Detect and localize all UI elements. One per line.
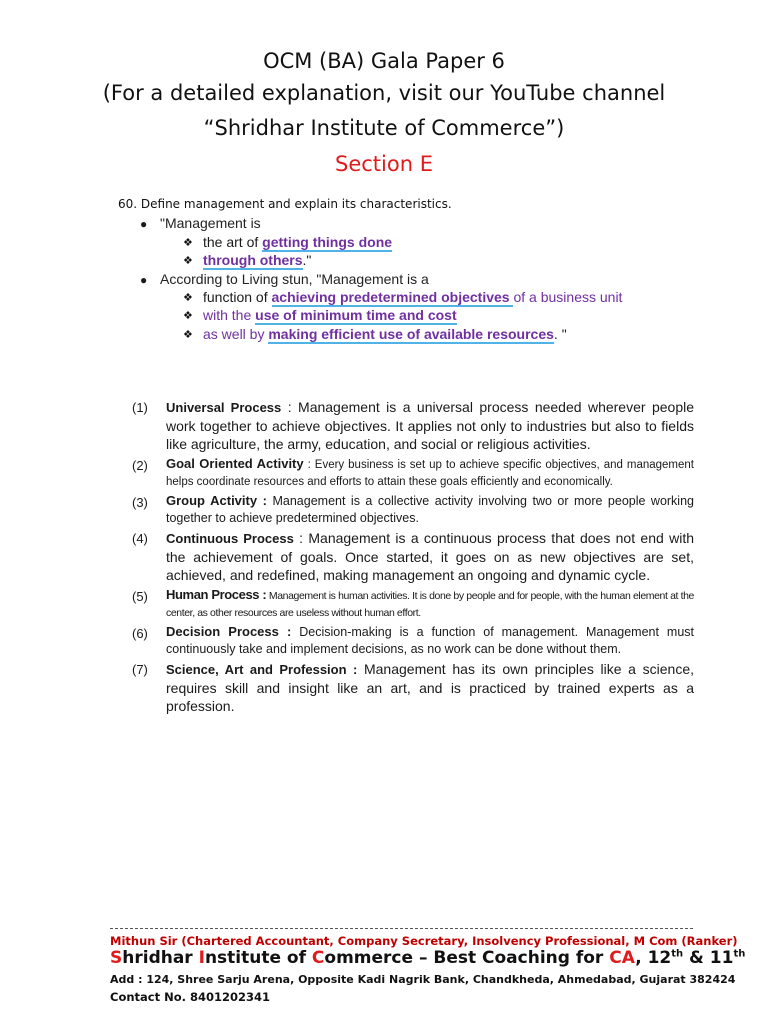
item-number: (5) bbox=[132, 589, 148, 604]
definition-2-line-b: with the use of minimum time and cost bbox=[203, 307, 457, 323]
title-line-3: “Shridhar Institute of Commerce”) bbox=[203, 116, 565, 140]
item-number: (4) bbox=[132, 531, 148, 546]
highlight-phrase: use of minimum time and cost bbox=[255, 307, 457, 323]
item-body: Group Activity : Management is a collective activity involving two or more people working together to achieve predetermined objectives. bbox=[166, 493, 694, 525]
section-heading: Section E bbox=[335, 152, 433, 176]
diamond-bullet-icon: ❖ bbox=[183, 237, 193, 249]
item-body: Decision Process : Decision-making is a function of management. Management must continuously take and implement decisions, as no work can be done without them. bbox=[166, 624, 695, 656]
footer-divider bbox=[110, 928, 693, 929]
highlight-phrase: through others bbox=[203, 252, 303, 268]
bullet-icon: ● bbox=[140, 217, 148, 231]
diamond-bullet-icon: ❖ bbox=[183, 255, 193, 267]
definition-2-intro: According to Living stun, "Management is a bbox=[160, 271, 429, 287]
item-body: Universal Process : Management is a universal process needed wherever people work together to achieve objectives. It applies not only to industries but also to fields like agriculture, the army, education, and social or religious activities. bbox=[166, 399, 695, 452]
highlight-phrase: getting things done bbox=[262, 234, 393, 250]
diamond-bullet-icon: ❖ bbox=[183, 292, 193, 304]
bullet-icon: ● bbox=[140, 273, 148, 287]
item-number: (6) bbox=[132, 626, 148, 641]
item-number: (1) bbox=[132, 400, 148, 415]
item-number: (3) bbox=[132, 495, 148, 510]
definition-1-line-b: through others." bbox=[203, 252, 312, 268]
footer-contact: Contact No. 8401202341 bbox=[110, 990, 271, 1004]
list-item bbox=[132, 456, 694, 490]
item-body: Human Process : Management is human activities. It is done by people and for people, with the human element at the center, as other resources are useless without human effort. bbox=[166, 587, 695, 619]
item-body: Goal Oriented Activity : Every business is set up to achieve specific objectives, and management helps coordinate resources and efforts to attain these goals efficiently and economically. bbox=[166, 456, 694, 488]
title-line-1: OCM (BA) Gala Paper 6 bbox=[263, 49, 505, 73]
characteristics-list bbox=[132, 398, 694, 718]
list-item bbox=[132, 660, 694, 715]
list-item bbox=[132, 529, 694, 584]
list-item bbox=[132, 587, 694, 621]
title-line-2: (For a detailed explanation, visit our YouTube channel bbox=[102, 81, 666, 105]
definition-1-line-a: the art of getting things done bbox=[203, 234, 393, 250]
definition-2-line-a: function of achieving predetermined objectives of a business unit bbox=[203, 289, 623, 305]
item-body: Science, Art and Profession : Management has its own principles like a science, requires skill and insight like an art, and is practiced by trained experts as a profession. bbox=[166, 661, 695, 714]
list-item bbox=[132, 624, 694, 657]
footer-address: Add : 124, Shree Sarju Arena, Opposite Kadi Nagrik Bank, Chandkheda, Ahmedabad, Gujarat 382424 bbox=[110, 973, 736, 986]
footer-credentials: Mithun Sir (Chartered Accountant, Company Secretary, Insolvency Professional, M Com (Ranker) bbox=[110, 934, 738, 948]
item-number: (7) bbox=[132, 662, 148, 677]
list-item bbox=[132, 493, 694, 526]
item-number: (2) bbox=[132, 458, 148, 473]
definition-2-line-c: as well by making efficient use of available resources. " bbox=[203, 326, 567, 342]
highlight-phrase: achieving predetermined objectives bbox=[271, 289, 514, 305]
footer-institute-name: Shridhar Institute of Commerce – Best Coaching for CA, 12th & 11th bbox=[110, 948, 746, 968]
list-item bbox=[132, 398, 694, 453]
definition-1-intro: "Management is bbox=[160, 215, 261, 231]
diamond-bullet-icon: ❖ bbox=[183, 329, 193, 341]
question-text: 60. Define management and explain its characteristics. bbox=[118, 197, 452, 211]
highlight-phrase: making efficient use of available resources bbox=[268, 326, 554, 342]
diamond-bullet-icon: ❖ bbox=[183, 310, 193, 322]
item-body: Continuous Process : Management is a continuous process that does not end with the achievement of goals. Once started, it goes on as new objectives are set, achieved, and redefined, making management an ongoing and dynamic cycle. bbox=[166, 530, 694, 583]
